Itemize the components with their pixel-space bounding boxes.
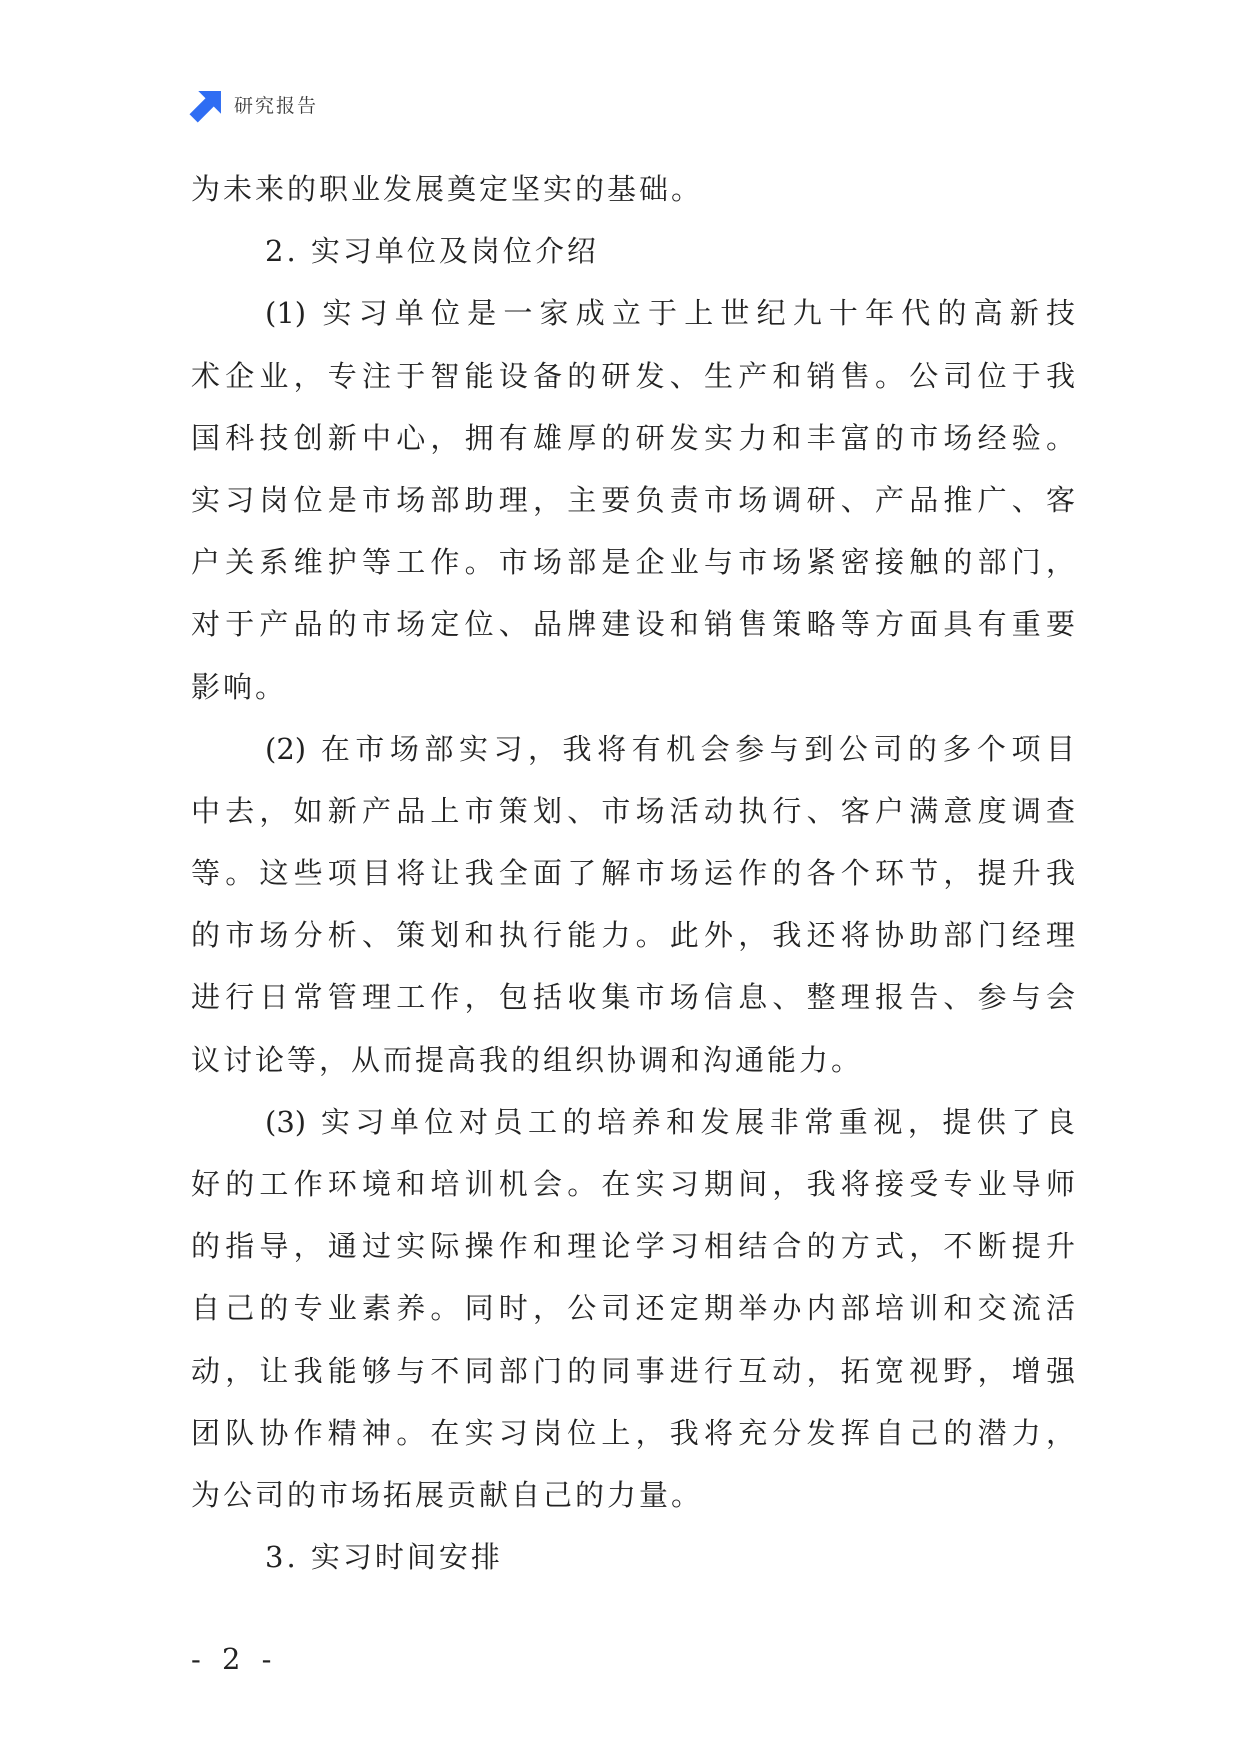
document-body [191,158,1075,1588]
body-text-line: 议讨论等，从而提高我的组织协调和沟通能力。 [191,1042,864,1077]
paragraph [191,1091,1075,1526]
arrow-up-right-icon [189,90,222,123]
body-text-line: 等。这些项目将让我全面了解市场运作的各个环节，提升我 [191,856,1075,891]
body-text-line: 的市场分析、策划和执行能力。此外，我还将协助部门经理 [191,918,1075,953]
body-text-line: 影响。 [191,669,288,704]
body-text-line: (2) 在市场部实习，我将有机会参与到公司的多个项目 [265,731,1075,766]
body-text-line: 实习岗位是市场部助理，主要负责市场调研、产品推广、客 [191,482,1075,517]
body-text-line: 国科技创新中心，拥有雄厚的研发实力和丰富的市场经验。 [191,420,1075,455]
body-text-line: (3) 实习单位对员工的培养和发展非常重视，提供了良 [265,1104,1075,1139]
body-text-line: 自己的专业素养。同时，公司还定期举办内部培训和交流活 [191,1291,1075,1326]
paragraph [191,718,1075,1091]
page-number: - 2 - [191,1642,278,1676]
logo-shape [190,91,221,122]
document-header [189,90,318,123]
body-text-line: 动，让我能够与不同部门的同事进行互动，拓宽视野，增强 [191,1353,1075,1388]
body-text-line: (1) 实习单位是一家成立于上世纪九十年代的高新技 [265,296,1075,331]
section-heading: 3. 实习时间安排 [265,1540,503,1575]
header-title: 研究报告 [234,95,319,117]
body-text-line: 中去，如新产品上市策划、市场活动执行、客户满意度调查 [191,793,1075,828]
body-text-line: 好的工作环境和培训机会。在实习期间，我将接受专业导师 [191,1167,1075,1201]
body-text-line: 团队协作精神。在实习岗位上，我将充分发挥自己的潜力， [191,1415,1075,1450]
body-text-line: 进行日常管理工作，包括收集市场信息、整理报告、参与会 [191,980,1075,1015]
body-text-line: 术企业，专注于智能设备的研发、生产和销售。公司位于我 [191,358,1075,393]
section-heading: 2. 实习单位及岗位介绍 [265,234,599,269]
body-text-line: 为未来的职业发展奠定坚实的基础。 [191,172,704,206]
body-text-line: 的指导，通过实际操作和理论学习相结合的方式，不断提升 [191,1229,1075,1264]
paragraph [191,282,1075,717]
body-text-line: 对于产品的市场定位、品牌建设和销售策略等方面具有重要 [191,607,1075,642]
body-text-line: 户关系维护等工作。市场部是企业与市场紧密接触的部门， [191,545,1075,580]
body-text-line: 为公司的市场拓展贡献自己的力量。 [191,1477,704,1512]
